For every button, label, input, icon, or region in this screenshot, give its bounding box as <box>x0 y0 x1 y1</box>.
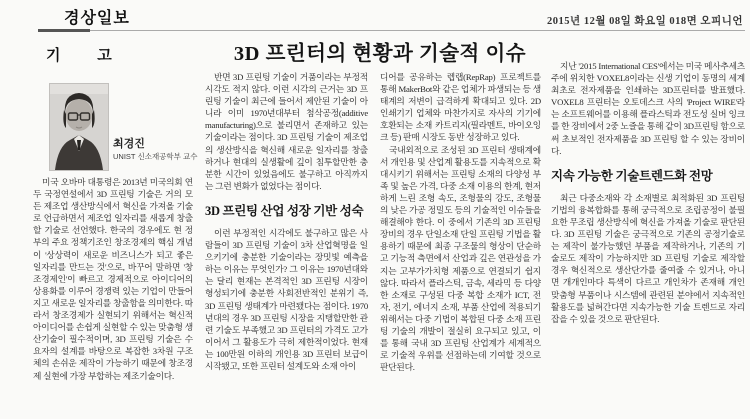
article-paragraph: 지난 '2015 International CES'에서는 미국 메사추세츠주에 위치한 VOXEL8이라는 신생 기업이 동명의 세계 최초로 전자제품을 인쇄하는 3D프린터를 발표했다. VOXEL8 프린터는 오토데스크 사의 'Project WIRE'라는 소프트웨어를 이용해 플라스틱과 전도성 실버 잉크를 한 장비에서 2중 노즐을 통해 같이 3D프린팅 함으로써 초보적인 전자제품을 3D 프린팅 할 수 있는 장비이다. <box>551 61 745 156</box>
article-column-3 <box>380 71 541 419</box>
article-headline: 3D 프린터의 현황과 기술적 이슈 <box>233 43 527 65</box>
article-paragraph: 디어를 공유하는 렙랩(RepRap) 프로젝트를 통해 MakerBot와 같은 업체가 파생되는 등 생태계의 저변이 급격하게 확대되고 있다. 2D 인쇄기기 업체와 마찬가지로 자사의 기기에 호환되는 소재 카트리지(필라멘트, 바이오잉크 등) 판매 시장도 동반 성장하고 있다. <box>380 72 541 143</box>
article-paragraph: 국내외적으로 조성된 3D 프린터 생태계에서 개인용 및 산업계 활용도를 지속적으로 확대시키기 위해서는 프린팅 소재의 다양성 부족 및 높은 가격, 다중 소재 이용의 한계, 현저하게 느린 조형 속도, 조형물의 강도, 조형물의 낮은 가공 정밀도 등의 기술적인 이슈들을 해결해야 한다. 이 중에서 기존의 3D 프린팅 장비의 경우 단일소재 단일 프린팅 기법을 활용하기 때문에 최종 구조물의 형상이 단순하고 기능적 측면에서 산업과 깊은 연관성을 가지는 고부가가치형 제품으로 연결되기 쉽지 않다. 따라서 플라스틱, 금속, 세라믹 등 다양한 소재로 구성된 다중 복합 소재가 ICT, 전자, 전기, 에너지 소재, 부품 산업에 적용되기 위해서는 다중 기법이 복합된 다중 소재 프린팅 기술의 개발이 절실히 요구되고 있고, 이를 통해 국내 3D 프린팅 산업계가 세계적으로 기술적 우위를 선점하는데 기여할 것으로 판단된다. <box>380 144 541 373</box>
article-paragraph: 미국 오바마 대통령은 2013년 미국의회 연두 국정연설에서 3D 프린팅 기술은 거의 모든 제조업 생산방식에서 혁신을 가져올 기술로 언급하면서 제조업 일자리를 새롭게 창출할 기술로 선언했다. 한국의 경우에도 현 정부의 주요 정책기조인 창조경제의 핵심 개념이 '상상력이 새로운 비즈니스가 되고 좋은 일자리를 만드는 것'으로, 바꾸어 말하면 '창조경제인'이 빠르고 경제적으로 아이디어의 상용화를 이루어 경쟁력 있는 기업이 만들어지고 새로운 일자리를 창출함을 의미한다. 따라서 창조경제가 실현되기 위해서는 혁신적 아이디어를 손쉽게 실현할 수 있는 맞춤형 생산기술이 필수적이며, 3D 프린팅 기술은 수요자의 설계를 바탕으로 복잡한 3차원 구조체의 손쉬운 제작이 가능하기 때문에 창조경제 실현에 가장 부합하는 제조기술이다. <box>33 177 193 381</box>
rule-accent-bar <box>38 29 90 32</box>
subheading-industry-growth: 3D 프린팅 산업 성장 기반 성숙 <box>205 203 364 218</box>
header-rule <box>38 30 745 31</box>
dateline: 2015년 12월 08일 화요일 018면 오피니언 <box>547 16 743 27</box>
author-name: 최경진 <box>113 138 145 150</box>
subheading-tech-trend-outlook: 지속 가능한 기술트렌드화 전망 <box>551 168 713 183</box>
article-paragraph: 이런 부정적인 시각에도 불구하고 많은 사람들이 3D 프린팅 기술이 3차 산업혁명을 일으키기에 충분한 기술이라는 장밋빛 예측을 하는 이유는 무엇인가? 그 이유는 1970년대와는 달리 현재는 본격적인 3D 프린팅 시장이 형성되기에 충분한 사회전반적인 분위기 즉, 3D 프린팅 생태계가 마련됐다는 점이다. 1970년대의 경우 3D 프린팅 시장을 지탱할만한 관련 기술도 부족했고 3D 프린터의 가격도 고가이어서 그 활용도가 극히 제한적이었다. 현재는 100만원 이하의 개인용 3D 프린터 보급이 시작됐고, 또한 프린터 설계도와 소재 아이 <box>205 227 368 371</box>
article-column-4 <box>551 60 745 419</box>
author-affiliation: UNIST 신소재공학부 교수 <box>113 152 198 161</box>
masthead: 경상일보 <box>64 10 130 27</box>
article-paragraph: 최근 다중소재와 각 소재별로 최적화된 3D 프린팅 기법의 융복합화를 통해 궁극적으로 조립공정이 불필요한 무조립 생산방식에 혁신을 가져올 기술로 판단된다. 3D 프린팅 기술은 궁극적으로 기존의 공정기술로는 제작이 불가능했던 부품을 제작하거나, 기존의 기술로도 제작이 가능하지만 3D 프린팅 기술로 제작할 경우 혁신적으로 생산단가를 줄여줄 수 있거나, 아니면 개개인마다 특색이 다르고 개인차가 존재해 개인 맞춤형 부품이나 시스템에 관련된 분야에서 지속적인 활용도를 넓혀간다면 지속가능한 기술 트렌드로 자리 잡을 수 있을 것으로 판단된다. <box>551 192 745 324</box>
author-photo <box>50 84 108 170</box>
article-paragraph: 반면 3D 프린팅 기술이 거품이라는 부정적 시각도 적지 않다. 이런 시각의 근거는 3D 프린팅 기술이 최근에 들어서 제안된 기술이 아니라 이미 1970년대부터 첨삭공정(additive manufacturing)으로 불리면서 존재하고 있는 기술이라는 점이다. 3D 프린팅 기술이 제조업의 생산방식을 혁신해 새로운 일자리를 창출하거나 현대의 실생활에 깊이 침투할만한 충분한 시간이 있었음에도 불구하고 아직까지는 그런 변화가 없었다는 점이다. <box>205 72 368 191</box>
article-column-2 <box>205 71 368 419</box>
author-portrait-graphic <box>50 84 108 170</box>
article-column-1 <box>33 176 193 419</box>
contribution-section-label: 기 고 <box>46 48 112 64</box>
